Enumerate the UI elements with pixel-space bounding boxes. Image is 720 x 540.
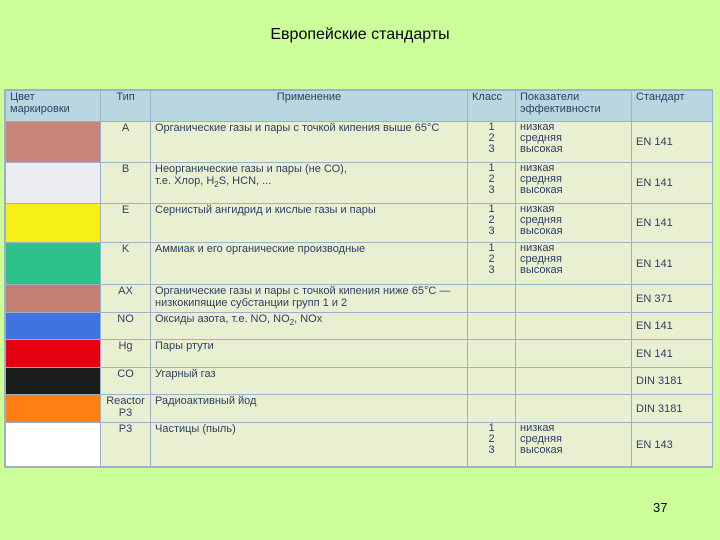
page-title: Европейские стандарты [270,26,450,43]
cell-class [468,395,516,423]
color-swatch [6,203,101,243]
cell-class [468,367,516,395]
cell-application: Угарный газ [151,367,468,395]
color-swatch [6,285,101,313]
cell-standard: EN 143 [632,423,713,467]
header-class: Класс [468,91,516,122]
cell-application: Пары ртути [151,340,468,368]
color-swatch [6,312,101,340]
table-row [6,122,713,163]
header-application: Применение [151,91,468,122]
cell-class: 1 2 3 [468,423,516,467]
application-text: S, HCN, ... [218,174,272,187]
cell-application [151,312,468,340]
cell-type: CO [101,367,151,395]
cell-application: Аммиак и его органические производные [151,243,468,285]
cell-class: 1 2 3 [468,162,516,203]
color-swatch [6,243,101,285]
cell-efficiency [516,312,632,340]
cell-standard: EN 141 [632,340,713,368]
cell-type: E [101,203,151,243]
cell-standard: DIN 3181 [632,395,713,423]
cell-type: Hg [101,340,151,368]
application-text: , NOx [294,312,323,325]
application-text: Неорганические газы и пары (не СО), т.е. Хлор, H [155,162,347,187]
cell-efficiency [516,367,632,395]
cell-class: 1 2 3 [468,203,516,243]
cell-standard: EN 141 [632,203,713,243]
standards-table-container [4,89,713,468]
cell-type: Reactor P3 [101,395,151,423]
table-row [6,312,713,340]
color-swatch [6,122,101,163]
cell-type: P3 [101,423,151,467]
page-number: 37 [653,500,668,515]
table-row [6,203,713,243]
table-row [6,367,713,395]
color-swatch [6,423,101,467]
application-text: Оксиды азота, т.е. NO, NO [155,312,290,325]
table-row [6,162,713,203]
header-efficiency: Показатели эффективности [516,91,632,122]
cell-efficiency: низкая средняя высокая [516,243,632,285]
color-swatch [6,162,101,203]
table-row [6,423,713,467]
subscript: 2 [214,180,219,190]
table-row [6,243,713,285]
color-swatch [6,340,101,368]
subscript: 2 [289,318,295,328]
cell-efficiency: низкая средняя высокая [516,423,632,467]
cell-efficiency [516,395,632,423]
cell-class [468,340,516,368]
cell-application: Радиоактивный йод [151,395,468,423]
cell-efficiency: низкая средняя высокая [516,203,632,243]
cell-efficiency: низкая средняя высокая [516,122,632,163]
cell-standard: DIN 3181 [632,367,713,395]
cell-class: 1 2 3 [468,243,516,285]
cell-application: Органические газы и пары с точкой кипения ниже 65°С — низкокипящие субстанции групп 1 и 2 [151,285,468,313]
cell-class [468,312,516,340]
cell-type: A [101,122,151,163]
header-color: Цвет маркировки [6,91,101,122]
cell-class: 1 2 3 [468,122,516,163]
cell-type: B [101,162,151,203]
cell-application: Частицы (пыль) [151,423,468,467]
cell-standard: EN 371 [632,285,713,313]
cell-efficiency: низкая средняя высокая [516,162,632,203]
cell-application: Сернистый ангидрид и кислые газы и пары [151,203,468,243]
table-row [6,395,713,423]
cell-standard: EN 141 [632,122,713,163]
color-swatch [6,395,101,423]
header-type: Тип [101,91,151,122]
table-row [6,285,713,313]
cell-type: NO [101,312,151,340]
cell-type: AX [101,285,151,313]
cell-class [468,285,516,313]
header-standard: Стандарт [632,91,713,122]
color-swatch [6,367,101,395]
cell-standard: EN 141 [632,162,713,203]
table-header-row [6,91,713,122]
standards-table [5,90,713,467]
cell-type: K [101,243,151,285]
cell-application: Органические газы и пары с точкой кипения выше 65°С [151,122,468,163]
cell-standard: EN 141 [632,243,713,285]
cell-efficiency [516,340,632,368]
cell-application [151,162,468,203]
cell-standard: EN 141 [632,312,713,340]
table-row [6,340,713,368]
cell-efficiency [516,285,632,313]
